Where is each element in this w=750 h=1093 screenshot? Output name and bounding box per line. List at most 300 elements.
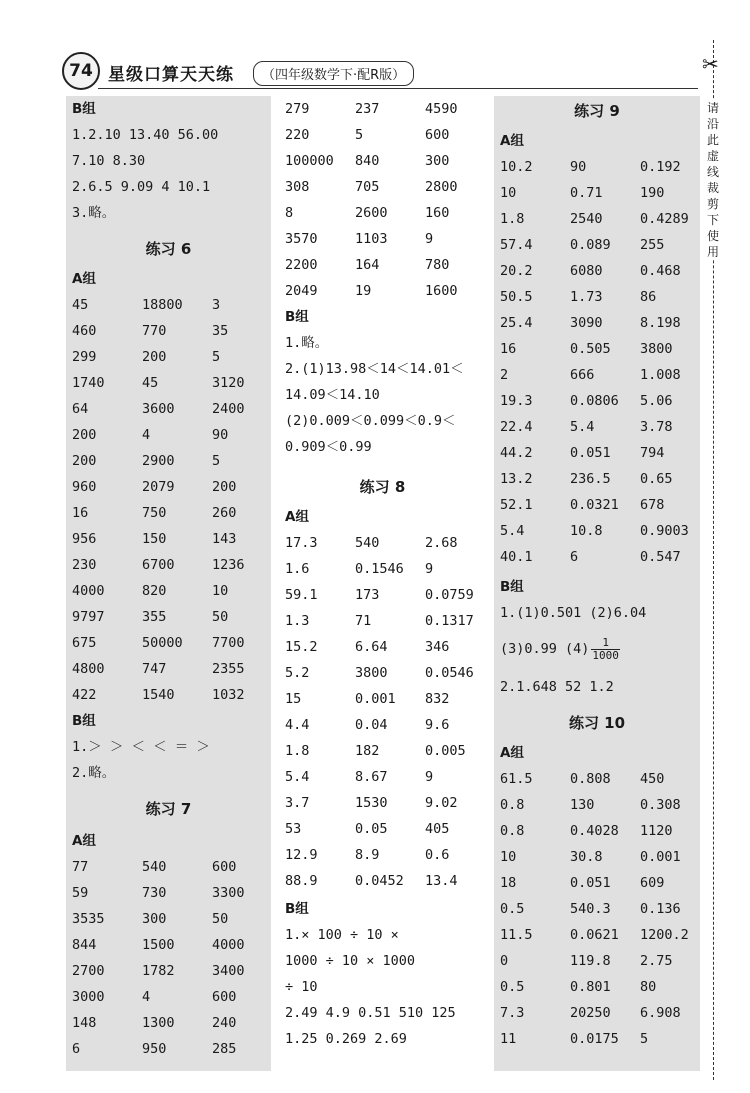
answer-value: 130 (570, 797, 595, 813)
answer-row (72, 906, 268, 932)
answer-value: 3090 (570, 315, 603, 331)
answer-value: 0.089 (570, 237, 611, 253)
answer-row (72, 656, 268, 682)
answer-value: 794 (640, 445, 665, 461)
answer-value: 1600 (425, 283, 458, 299)
answer-value: 299 (72, 349, 97, 365)
answer-value: 300 (142, 911, 167, 927)
answer-value: 90 (570, 159, 587, 175)
answer-value: 0.0452 (355, 873, 404, 889)
answer-value: 770 (142, 323, 167, 339)
answer-value: 0.192 (640, 159, 681, 175)
answer-value: 1.8 (500, 211, 525, 227)
group-label: B组 (72, 713, 96, 729)
answer-value: 3600 (142, 401, 175, 417)
answer-value: 8.67 (355, 769, 388, 785)
answer-value: 747 (142, 661, 167, 677)
answer-value: 3.78 (640, 419, 673, 435)
answer-row (72, 682, 268, 708)
answer-value: 173 (355, 587, 380, 603)
answer-value: 540.3 (570, 901, 611, 917)
answer-value: 12.9 (285, 847, 318, 863)
answer-value: 230 (72, 557, 97, 573)
answer-value: 164 (355, 257, 380, 273)
cut-instruction-char: 线 (706, 165, 719, 179)
answer-row (285, 278, 481, 304)
answer-value: 308 (285, 179, 310, 195)
answer-value: 600 (212, 859, 237, 875)
answer-value: 119.8 (570, 953, 611, 969)
cut-instruction-char: 下 (706, 213, 719, 227)
answer-row (72, 958, 268, 984)
answer-value: 5.4 (570, 419, 595, 435)
answer-value: 960 (72, 479, 97, 495)
answer-value: 9 (425, 769, 434, 785)
answer-value: 0.1546 (355, 561, 404, 577)
answer-row (72, 552, 268, 578)
answer-column-1 (66, 96, 271, 1071)
cut-instruction-char: 使 (706, 229, 719, 243)
answer-value: 1.73 (570, 289, 603, 305)
answer-row (72, 932, 268, 958)
answer-column-2 (279, 96, 486, 1071)
answer-value: 200 (142, 349, 167, 365)
answer-value: 0.04 (355, 717, 388, 733)
answer-value: 2540 (570, 211, 603, 227)
answer-value: 0 (500, 953, 509, 969)
answer-value: 100000 (285, 153, 334, 169)
answer-value: 285 (212, 1041, 237, 1057)
answer-value: 820 (142, 583, 167, 599)
answer-value: 2600 (355, 205, 388, 221)
answer-value: 10 (212, 583, 229, 599)
group-label: A组 (500, 745, 524, 761)
answer-value: 1032 (212, 687, 245, 703)
answer-row (285, 738, 481, 764)
answer-row (285, 252, 481, 278)
group-label: A组 (285, 509, 309, 525)
group-label: B组 (72, 101, 96, 117)
answer-value: 2900 (142, 453, 175, 469)
answer-line: 2.略。 (72, 765, 116, 781)
answer-value: 0.005 (425, 743, 466, 759)
answer-line: 1.＞ ＞ ＜ ＜ ＝ ＞ (72, 739, 210, 755)
answer-value: 5 (212, 349, 221, 365)
answer-value: 61.5 (500, 771, 533, 787)
answer-row (72, 984, 268, 1010)
answer-value: 237 (355, 101, 380, 117)
answer-value: 7700 (212, 635, 245, 651)
answer-line: 2.49 4.9 0.51 510 125 (285, 1005, 456, 1021)
answer-value: 5.2 (285, 665, 310, 681)
answer-value: 0.0621 (570, 927, 619, 943)
answer-value: 0.8 (500, 823, 525, 839)
cut-instruction-char: 虚 (706, 149, 719, 163)
answer-value: 4000 (72, 583, 105, 599)
answer-value: 844 (72, 937, 97, 953)
answer-value: 240 (212, 1015, 237, 1031)
group-label: A组 (72, 271, 96, 287)
answer-value: 5 (640, 1031, 649, 1047)
answer-value: 460 (72, 323, 97, 339)
answer-value: 600 (425, 127, 450, 143)
answer-value: 750 (142, 505, 167, 521)
answer-row (500, 948, 696, 974)
answer-row (500, 896, 696, 922)
answer-value: 160 (425, 205, 450, 221)
answer-value: 0.505 (570, 341, 611, 357)
answer-value: 0.5 (500, 901, 525, 917)
answer-value: 300 (425, 153, 450, 169)
answer-value: 200 (72, 453, 97, 469)
answer-row (72, 344, 268, 370)
exercise-heading: 练习 7 (145, 800, 192, 818)
cut-instruction-char: 用 (706, 245, 719, 259)
answer-value: 30.8 (570, 849, 603, 865)
answer-row (500, 492, 696, 518)
answer-value: 80 (640, 979, 657, 995)
answer-row (72, 604, 268, 630)
answer-value: 5.4 (285, 769, 310, 785)
answer-value: 19 (355, 283, 372, 299)
answer-row (285, 712, 481, 738)
answer-value: 2.75 (640, 953, 673, 969)
answer-row (72, 422, 268, 448)
answer-value: 666 (570, 367, 595, 383)
answer-value: 190 (640, 185, 665, 201)
answer-value: 4590 (425, 101, 458, 117)
answer-value: 1.6 (285, 561, 310, 577)
answer-row (500, 258, 696, 284)
answer-value: 25.4 (500, 315, 533, 331)
answer-value: 540 (355, 535, 380, 551)
answer-value: 2400 (212, 401, 245, 417)
answer-value: 0.05 (355, 821, 388, 837)
answer-row (500, 518, 696, 544)
answer-value: 450 (640, 771, 665, 787)
header-divider (98, 88, 698, 89)
answer-value: 0.4289 (640, 211, 689, 227)
answer-value: 200 (212, 479, 237, 495)
answer-line: (2)0.009＜0.099＜0.9＜ (285, 413, 456, 429)
answer-value: 1103 (355, 231, 388, 247)
answer-value: 10 (500, 849, 517, 865)
answer-value: 13.2 (500, 471, 533, 487)
exercise-heading: 练习 6 (145, 240, 192, 258)
answer-value: 59 (72, 885, 89, 901)
answer-value: 950 (142, 1041, 167, 1057)
answer-row (72, 854, 268, 880)
answer-row (500, 1000, 696, 1026)
answer-value: 3000 (72, 989, 105, 1005)
answer-value: 2 (500, 367, 509, 383)
answer-row (72, 578, 268, 604)
answer-row (285, 868, 481, 894)
answer-value: 0.308 (640, 797, 681, 813)
answer-value: 0.71 (570, 185, 603, 201)
answer-row (285, 608, 481, 634)
answer-line: 1.2.10 13.40 56.00 (72, 127, 219, 143)
group-label: B组 (285, 309, 309, 325)
answer-value: 45 (72, 297, 89, 313)
answer-row (500, 232, 696, 258)
answer-value: 15.2 (285, 639, 318, 655)
answer-value: 3535 (72, 911, 105, 927)
answer-value: 150 (142, 531, 167, 547)
answer-value: 0.0759 (425, 587, 474, 603)
answer-value: 8.9 (355, 847, 380, 863)
answer-value: 1.8 (285, 743, 310, 759)
answer-line: 2.6.5 9.09 4 10.1 (72, 179, 211, 195)
answer-value: 9797 (72, 609, 105, 625)
answer-value: 52.1 (500, 497, 533, 513)
answer-row (285, 174, 481, 200)
page-header (58, 48, 698, 92)
answer-value: 730 (142, 885, 167, 901)
answer-value: 1540 (142, 687, 175, 703)
answer-value: 8 (285, 205, 294, 221)
answer-value: 4 (142, 989, 151, 1005)
answer-row (500, 414, 696, 440)
answer-row (500, 154, 696, 180)
answer-row (500, 284, 696, 310)
answer-value: 0.051 (570, 875, 611, 891)
answer-value: 86 (640, 289, 657, 305)
answer-value: 3400 (212, 963, 245, 979)
answer-row (285, 816, 481, 842)
answer-value: 5.4 (500, 523, 525, 539)
answer-value: 355 (142, 609, 167, 625)
answer-line-fraction (500, 636, 620, 662)
answer-value: 1200.2 (640, 927, 689, 943)
fraction (591, 637, 620, 662)
answer-value: 20.2 (500, 263, 533, 279)
answer-value: 0.1317 (425, 613, 474, 629)
answer-value: 16 (72, 505, 89, 521)
answer-value: 2.68 (425, 535, 458, 551)
answer-value: 0.0321 (570, 497, 619, 513)
answer-value: 1530 (355, 795, 388, 811)
answer-value: 5.06 (640, 393, 673, 409)
answer-value: 53 (285, 821, 302, 837)
answer-value: 0.4028 (570, 823, 619, 839)
answer-value: 705 (355, 179, 380, 195)
answer-value: 6 (570, 549, 579, 565)
answer-row (72, 1036, 268, 1062)
answer-value: 0.468 (640, 263, 681, 279)
answer-row (500, 180, 696, 206)
answer-row (285, 660, 481, 686)
answer-value: 16 (500, 341, 517, 357)
answer-value: 956 (72, 531, 97, 547)
answer-value: 0.001 (640, 849, 681, 865)
answer-line: 1.25 0.269 2.69 (285, 1031, 407, 1047)
answer-value: 77 (72, 859, 89, 875)
answer-row (285, 764, 481, 790)
answer-value: 9 (425, 231, 434, 247)
answer-value: 0.0175 (570, 1031, 619, 1047)
answer-row (72, 318, 268, 344)
answer-value: 88.9 (285, 873, 318, 889)
answer-line: 1.(1)0.501 (2)6.04 (500, 605, 647, 621)
answer-value: 1.008 (640, 367, 681, 383)
answer-value: 2079 (142, 479, 175, 495)
cut-instruction-char: 剪 (706, 197, 719, 211)
answer-row (500, 440, 696, 466)
answer-row (500, 844, 696, 870)
page-number: 74 (62, 52, 100, 90)
book-title: 星级口算天天练 (108, 65, 234, 85)
answer-value: 678 (640, 497, 665, 513)
answer-value: 11.5 (500, 927, 533, 943)
answer-value: 609 (640, 875, 665, 891)
answer-row (285, 226, 481, 252)
answer-line: 2.(1)13.98＜14＜14.01＜ (285, 361, 464, 377)
answer-value: 50 (212, 911, 229, 927)
answer-row (500, 766, 696, 792)
answer-value: 600 (212, 989, 237, 1005)
answer-row (72, 630, 268, 656)
answer-value: 255 (640, 237, 665, 253)
answer-value: 0.051 (570, 445, 611, 461)
answer-line: 1.× 100 ÷ 10 × (285, 927, 399, 943)
answer-row (500, 818, 696, 844)
answer-row (285, 686, 481, 712)
answer-value: 71 (355, 613, 372, 629)
answer-value: 780 (425, 257, 450, 273)
exercise-heading: 练习 10 (568, 714, 626, 732)
answer-row (285, 790, 481, 816)
answer-value: 10.2 (500, 159, 533, 175)
answer-text: (3)0.99 (4) (500, 641, 590, 657)
answer-value: 236.5 (570, 471, 611, 487)
answer-value: 6.64 (355, 639, 388, 655)
answer-value: 9 (425, 561, 434, 577)
answer-value: 422 (72, 687, 97, 703)
answer-row (500, 792, 696, 818)
answer-value: 2355 (212, 661, 245, 677)
answer-value: 200 (72, 427, 97, 443)
answer-value: 20250 (570, 1005, 611, 1021)
answer-value: 3.7 (285, 795, 310, 811)
answer-row (285, 556, 481, 582)
answer-row (72, 1010, 268, 1036)
group-label: B组 (285, 901, 309, 917)
answer-value: 45 (142, 375, 159, 391)
answer-value: 19.3 (500, 393, 533, 409)
exercise-heading: 练习 8 (359, 478, 406, 496)
answer-value: 6.908 (640, 1005, 681, 1021)
answer-row (72, 292, 268, 318)
answer-value: 4 (142, 427, 151, 443)
answer-value: 346 (425, 639, 450, 655)
answer-value: 540 (142, 859, 167, 875)
answer-line: 1.略。 (285, 335, 329, 351)
answer-row (72, 370, 268, 396)
answer-row (500, 310, 696, 336)
answer-value: 18800 (142, 297, 183, 313)
answer-value: 832 (425, 691, 450, 707)
answer-value: 182 (355, 743, 380, 759)
answer-row (500, 870, 696, 896)
answer-value: 50.5 (500, 289, 533, 305)
fraction-denominator: 1000 (592, 648, 619, 662)
answer-row (285, 842, 481, 868)
answer-row (500, 466, 696, 492)
answer-row (500, 362, 696, 388)
exercise-heading: 练习 9 (574, 102, 620, 120)
answer-row (72, 526, 268, 552)
answer-value: 840 (355, 153, 380, 169)
answer-value: 2800 (425, 179, 458, 195)
answer-column-3 (494, 96, 700, 1071)
answer-value: 1236 (212, 557, 245, 573)
answer-value: 6 (72, 1041, 81, 1057)
answer-value: 279 (285, 101, 310, 117)
group-label: B组 (500, 579, 524, 595)
answer-value: 44.2 (500, 445, 533, 461)
answer-value: 3300 (212, 885, 245, 901)
answer-row (72, 396, 268, 422)
answer-value: 0.801 (570, 979, 611, 995)
answer-value: 3120 (212, 375, 245, 391)
answer-value: 0.5 (500, 979, 525, 995)
cut-instruction-char: 沿 (706, 117, 719, 131)
answer-value: 2200 (285, 257, 318, 273)
cut-instruction (706, 100, 720, 260)
answer-row (500, 1026, 696, 1052)
answer-value: 5 (212, 453, 221, 469)
answer-value: 40.1 (500, 549, 533, 565)
answer-value: 64 (72, 401, 89, 417)
answer-value: 18 (500, 875, 517, 891)
answer-row (72, 500, 268, 526)
answer-value: 3570 (285, 231, 318, 247)
answer-row (72, 448, 268, 474)
answer-value: 35 (212, 323, 229, 339)
group-label: A组 (500, 133, 524, 149)
answer-value: 0.6 (425, 847, 450, 863)
answer-value: 405 (425, 821, 450, 837)
answer-row (500, 206, 696, 232)
answer-value: 1500 (142, 937, 175, 953)
answer-value: 0.136 (640, 901, 681, 917)
answer-value: 90 (212, 427, 229, 443)
answer-line: ÷ 10 (285, 979, 318, 995)
answer-line: 7.10 8.30 (72, 153, 146, 169)
answer-value: 59.1 (285, 587, 318, 603)
answer-value: 3800 (640, 341, 673, 357)
answer-value: 57.4 (500, 237, 533, 253)
answer-value: 1782 (142, 963, 175, 979)
answer-value: 2700 (72, 963, 105, 979)
answer-value: 1300 (142, 1015, 175, 1031)
answer-value: 0.9003 (640, 523, 689, 539)
answer-value: 1120 (640, 823, 673, 839)
answer-value: 675 (72, 635, 97, 651)
answer-line: 14.09＜14.10 (285, 387, 380, 403)
answer-value: 9.6 (425, 717, 450, 733)
answer-value: 7.3 (500, 1005, 525, 1021)
answer-value: 148 (72, 1015, 97, 1031)
answer-value: 5 (355, 127, 364, 143)
cut-instruction-char: 裁 (706, 181, 719, 195)
answer-value: 0.0546 (425, 665, 474, 681)
answer-row (285, 530, 481, 556)
answer-row (285, 200, 481, 226)
answer-value: 3800 (355, 665, 388, 681)
answer-value: 0.65 (640, 471, 673, 487)
